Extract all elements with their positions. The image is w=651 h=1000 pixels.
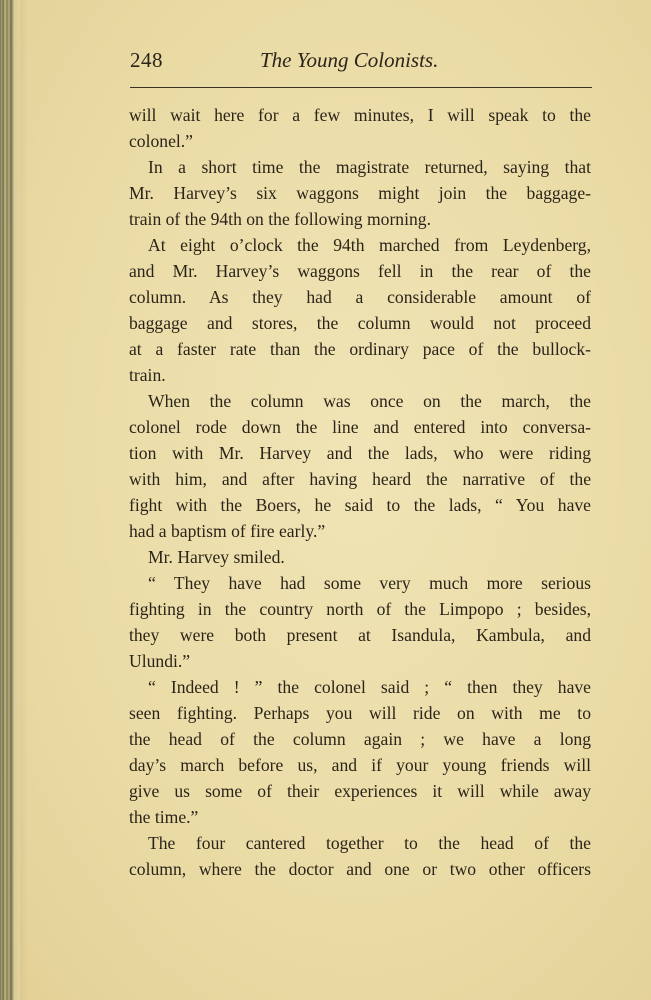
text-line: give us some of their experiences it will while away [129, 781, 591, 801]
text-line: colonel rode down the line and entered into conversa- [129, 417, 591, 437]
text-line: column. As they had a considerable amount of [129, 287, 591, 307]
text-line: “ They have had some very much more serious [148, 573, 591, 593]
text-line: In a short time the magistrate returned, saying that [148, 157, 591, 177]
header-rule [130, 87, 592, 88]
text-line: had a baptism of fire early.” [129, 521, 326, 541]
text-line: Mr. Harvey smiled. [148, 547, 285, 567]
text-line: colonel.” [129, 131, 193, 151]
text-line: train. [129, 365, 166, 385]
body-text [129, 102, 591, 882]
text-line: fighting in the country north of the Limpopo ; besides, [129, 599, 591, 619]
text-line: the time.” [129, 807, 199, 827]
text-line: Mr. Harvey’s six waggons might join the baggage- [129, 183, 591, 203]
text-line: At eight o’clock the 94th marched from Leydenberg, [148, 235, 591, 255]
running-head [130, 48, 590, 82]
text-line: fight with the Boers, he said to the lads, “ You have [129, 495, 591, 515]
text-line: at a faster rate than the ordinary pace of the bullock- [129, 339, 591, 359]
text-line: the head of the column again ; we have a long [129, 729, 591, 749]
text-line: day’s march before us, and if your young friends will [129, 755, 591, 775]
text-line: seen fighting. Perhaps you will ride on with me to [129, 703, 591, 723]
text-line: with him, and after having heard the narrative of the [129, 469, 591, 489]
text-line: will wait here for a few minutes, I will speak to the [129, 105, 591, 125]
text-line: When the column was once on the march, the [148, 391, 591, 411]
text-line: “ Indeed ! ” the colonel said ; “ then they have [148, 677, 591, 697]
text-line: train of the 94th on the following morning. [129, 209, 431, 229]
book-spine-edge [0, 0, 20, 1000]
page-number: 248 [130, 48, 163, 72]
text-line: tion with Mr. Harvey and the lads, who were riding [129, 443, 591, 463]
text-line: baggage and stores, the column would not proceed [129, 313, 591, 333]
text-line: they were both present at Isandula, Kambula, and [129, 625, 591, 645]
text-line: Ulundi.” [129, 651, 191, 671]
text-line: column, where the doctor and one or two other officers [129, 859, 591, 879]
text-line: and Mr. Harvey’s waggons fell in the rear of the [129, 261, 591, 281]
book-title: The Young Colonists. [260, 48, 439, 72]
text-line: The four cantered together to the head of the [148, 833, 591, 853]
